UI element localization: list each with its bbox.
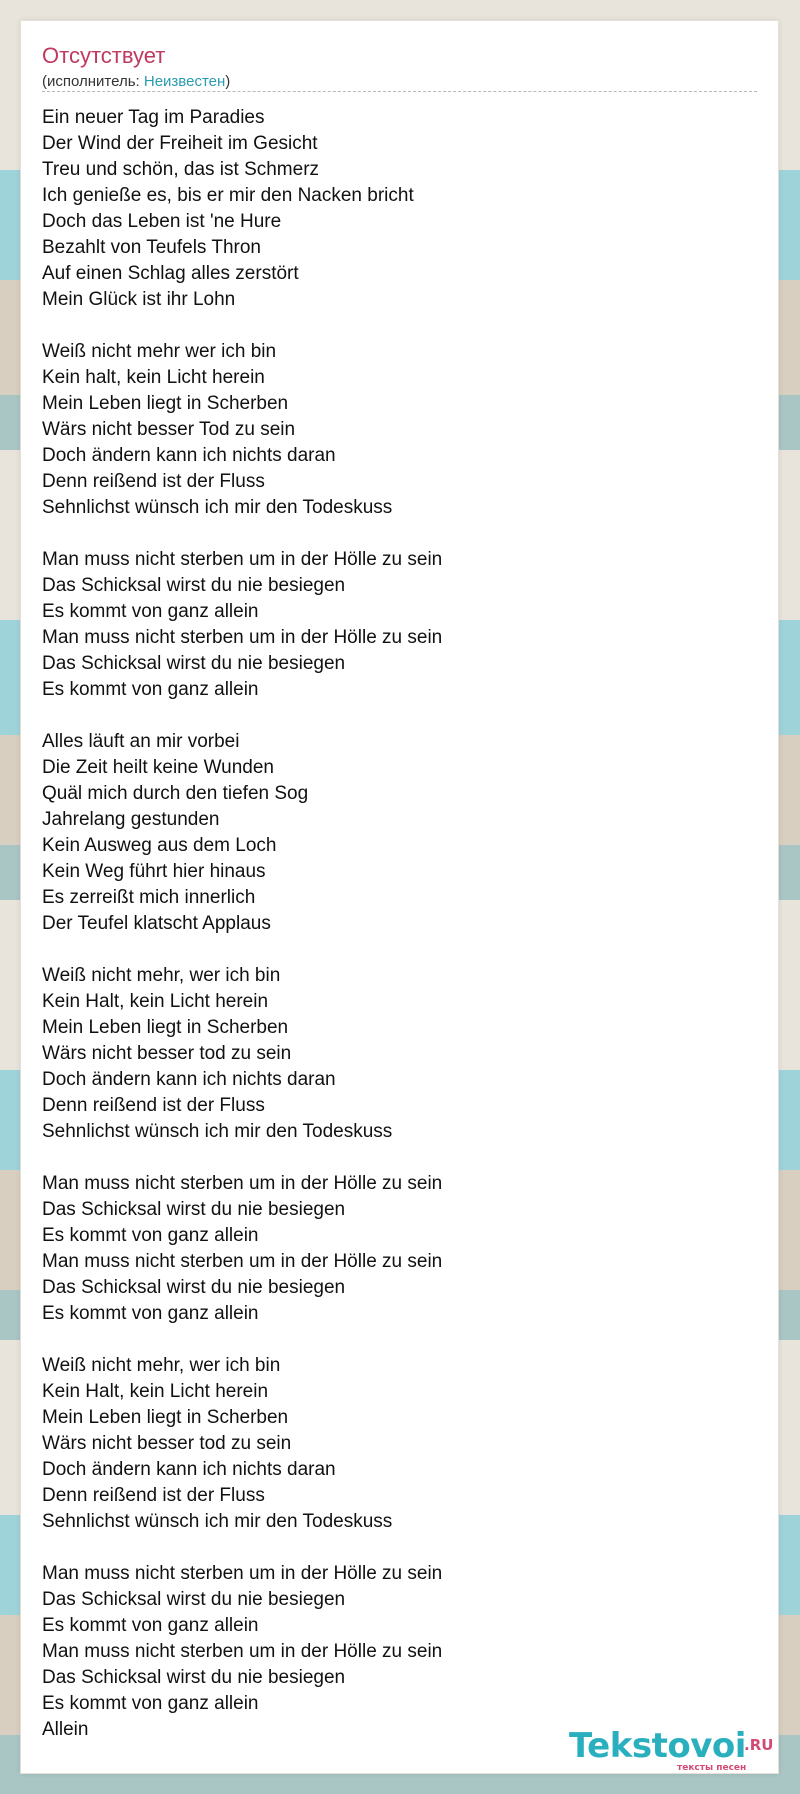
logo-tld: .RU bbox=[744, 1736, 774, 1754]
lyric-line: Doch ändern kann ich nichts daran bbox=[42, 1069, 336, 1090]
lyric-line: Weiß nicht mehr, wer ich bin bbox=[42, 1355, 281, 1376]
lyric-line: Das Schicksal wirst du nie besiegen bbox=[42, 575, 346, 596]
lyric-line: Es kommt von ganz allein bbox=[42, 1615, 259, 1636]
lyric-line: Mein Leben liegt in Scherben bbox=[42, 1407, 289, 1428]
lyric-line: Alles läuft an mir vorbei bbox=[42, 731, 240, 752]
lyric-line: Denn reißend ist der Fluss bbox=[42, 1095, 265, 1116]
lyric-line: Wärs nicht besser tod zu sein bbox=[42, 1433, 292, 1454]
lyric-line: Treu und schön, das ist Schmerz bbox=[42, 159, 320, 180]
lyric-line: Sehnlichst wünsch ich mir den Todeskuss bbox=[42, 1511, 393, 1532]
lyric-line: Allein bbox=[42, 1719, 89, 1740]
lyric-line: Mein Leben liegt in Scherben bbox=[42, 393, 289, 414]
lyric-line: Das Schicksal wirst du nie besiegen bbox=[42, 1589, 346, 1610]
lyric-line: Man muss nicht sterben um in der Hölle zu sein bbox=[42, 1563, 443, 1584]
lyric-line: Man muss nicht sterben um in der Hölle zu sein bbox=[42, 1641, 443, 1662]
lyric-line: Das Schicksal wirst du nie besiegen bbox=[42, 1667, 346, 1688]
lyrics-stanza bbox=[42, 105, 742, 313]
lyric-line: Es kommt von ganz allein bbox=[42, 1225, 259, 1246]
artist-line bbox=[42, 73, 230, 91]
lyrics-stanza bbox=[42, 1171, 742, 1327]
lyric-line: Kein Weg führt hier hinaus bbox=[42, 861, 266, 882]
lyric-line: Weiß nicht mehr wer ich bin bbox=[42, 341, 277, 362]
song-title: Отсутствует bbox=[42, 43, 166, 68]
lyric-line: Das Schicksal wirst du nie besiegen bbox=[42, 653, 346, 674]
lyric-line: Kein Halt, kein Licht herein bbox=[42, 1381, 269, 1402]
lyric-line: Kein Halt, kein Licht herein bbox=[42, 991, 269, 1012]
lyric-line: Ein neuer Tag im Paradies bbox=[42, 107, 265, 128]
lyrics-stanza bbox=[42, 963, 742, 1145]
site-logo[interactable] bbox=[569, 1726, 774, 1776]
lyric-line: Man muss nicht sterben um in der Hölle zu sein bbox=[42, 1173, 443, 1194]
lyric-line: Quäl mich durch den tiefen Sog bbox=[42, 783, 309, 804]
lyric-line: Mein Glück ist ihr Lohn bbox=[42, 289, 236, 310]
artist-link[interactable]: Неизвестен bbox=[143, 73, 226, 90]
lyric-line: Man muss nicht sterben um in der Hölle zu sein bbox=[42, 549, 443, 570]
lyric-line: Kein halt, kein Licht herein bbox=[42, 367, 265, 388]
lyrics-stanza bbox=[42, 547, 742, 703]
lyric-line: Der Wind der Freiheit im Gesicht bbox=[42, 133, 318, 154]
lyric-line: Wärs nicht besser tod zu sein bbox=[42, 1043, 292, 1064]
lyric-line: Der Teufel klatscht Applaus bbox=[42, 913, 271, 934]
lyric-line: Sehnlichst wünsch ich mir den Todeskuss bbox=[42, 497, 393, 518]
lyric-line: Auf einen Schlag alles zerstört bbox=[42, 263, 299, 284]
lyric-line: Doch das Leben ist 'ne Hure bbox=[42, 211, 282, 232]
artist-prefix: (исполнитель: bbox=[42, 73, 144, 90]
lyrics-stanza bbox=[42, 729, 742, 937]
lyrics-stanza bbox=[42, 1561, 742, 1743]
lyrics-stanza bbox=[42, 1353, 742, 1535]
logo-wordmark: Tekstovoi bbox=[569, 1726, 746, 1766]
lyric-line: Denn reißend ist der Fluss bbox=[42, 471, 265, 492]
lyric-line: Doch ändern kann ich nichts daran bbox=[42, 1459, 336, 1480]
lyric-line: Denn reißend ist der Fluss bbox=[42, 1485, 265, 1506]
lyric-line: Das Schicksal wirst du nie besiegen bbox=[42, 1277, 346, 1298]
lyric-line: Man muss nicht sterben um in der Hölle zu sein bbox=[42, 1251, 443, 1272]
lyric-line: Es kommt von ganz allein bbox=[42, 1303, 259, 1324]
lyrics-text bbox=[42, 105, 742, 1743]
artist-suffix: ) bbox=[225, 73, 231, 90]
lyric-line: Die Zeit heilt keine Wunden bbox=[42, 757, 274, 778]
lyric-line: Bezahlt von Teufels Thron bbox=[42, 237, 261, 258]
lyric-line: Jahrelang gestunden bbox=[42, 809, 220, 830]
lyric-line: Es kommt von ganz allein bbox=[42, 601, 259, 622]
lyric-line: Kein Ausweg aus dem Loch bbox=[42, 835, 277, 856]
lyric-line: Sehnlichst wünsch ich mir den Todeskuss bbox=[42, 1121, 393, 1142]
lyric-line: Es kommt von ganz allein bbox=[42, 679, 259, 700]
lyric-line: Weiß nicht mehr, wer ich bin bbox=[42, 965, 281, 986]
lyric-line: Es zerreißt mich innerlich bbox=[42, 887, 256, 908]
lyric-line: Ich genieße es, bis er mir den Nacken bricht bbox=[42, 185, 414, 206]
lyric-line: Doch ändern kann ich nichts daran bbox=[42, 445, 336, 466]
lyrics-card bbox=[21, 21, 778, 1773]
lyric-line: Mein Leben liegt in Scherben bbox=[42, 1017, 289, 1038]
logo-tagline: тексты песен bbox=[677, 1763, 747, 1773]
lyric-line: Man muss nicht sterben um in der Hölle zu sein bbox=[42, 627, 443, 648]
header-divider bbox=[42, 91, 757, 92]
lyrics-stanza bbox=[42, 339, 742, 521]
lyric-line: Wärs nicht besser Tod zu sein bbox=[42, 419, 296, 440]
lyric-line: Es kommt von ganz allein bbox=[42, 1693, 259, 1714]
lyric-line: Das Schicksal wirst du nie besiegen bbox=[42, 1199, 346, 1220]
